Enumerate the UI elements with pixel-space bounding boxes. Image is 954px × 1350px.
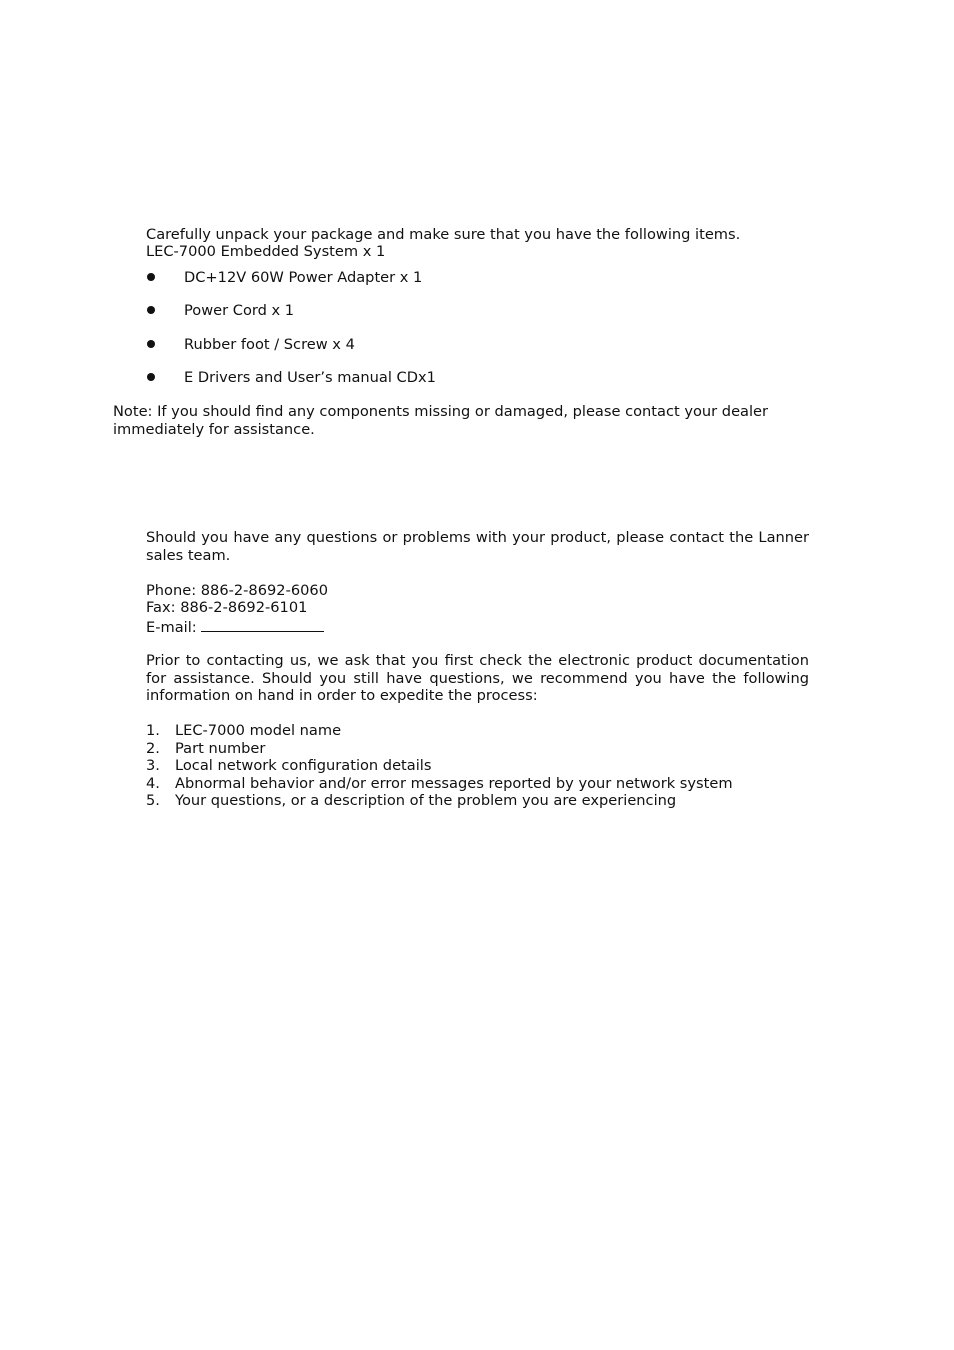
list-item-label: DC+12V 60W Power Adapter x 1 xyxy=(184,269,423,286)
main-item: LEC-7000 Embedded System x 1 xyxy=(146,243,386,260)
note-line-1: Note: If you should find any components missing or damaged, please contact your dealer xyxy=(113,403,769,420)
email-link[interactable] xyxy=(201,617,324,632)
list-item-label: E Drivers and User’s manual CDx1 xyxy=(184,369,436,386)
bullet-icon xyxy=(147,306,155,314)
prior-contact-text: Prior to contacting us, we ask that you first check the electronic product documentation for assistance. Should you still have questions, we recommend you have the following information on hand in order to expedite the process: xyxy=(146,652,809,704)
list-item-number: 1. xyxy=(146,722,160,739)
list-item-number: 3. xyxy=(146,757,160,774)
list-item-label: Part number xyxy=(175,740,266,757)
phone-number: Phone: 886-2-8692-6060 xyxy=(146,582,328,599)
email-row xyxy=(146,617,324,637)
package-intro: Carefully unpack your package and make sure that you have the following items. xyxy=(146,226,741,243)
bullet-icon xyxy=(147,373,155,381)
list-item-label: LEC-7000 model name xyxy=(175,722,342,739)
list-item-number: 2. xyxy=(146,740,160,757)
list-item-number: 5. xyxy=(146,792,160,809)
fax-number: Fax: 886-2-8692-6101 xyxy=(146,599,308,616)
list-item-label: Power Cord x 1 xyxy=(184,302,295,319)
list-item xyxy=(146,722,341,740)
email-label: E-mail: xyxy=(146,619,197,636)
bullet-icon xyxy=(147,340,155,348)
list-item xyxy=(146,757,431,775)
list-item xyxy=(146,792,676,810)
list-item-label: Your questions, or a description of the problem you are experiencing xyxy=(175,792,677,809)
list-item-label: Rubber foot / Screw x 4 xyxy=(184,336,355,353)
support-intro: Should you have any questions or problems with your product, please contact the Lanner sales team. xyxy=(146,529,809,564)
list-item xyxy=(146,775,733,793)
bullet-icon xyxy=(147,273,155,281)
list-item-number: 4. xyxy=(146,775,160,792)
list-item-label: Abnormal behavior and/or error messages reported by your network system xyxy=(175,775,733,792)
list-item-label: Local network configuration details xyxy=(175,757,432,774)
list-item xyxy=(146,740,265,758)
note-line-2: immediately for assistance. xyxy=(113,421,315,438)
